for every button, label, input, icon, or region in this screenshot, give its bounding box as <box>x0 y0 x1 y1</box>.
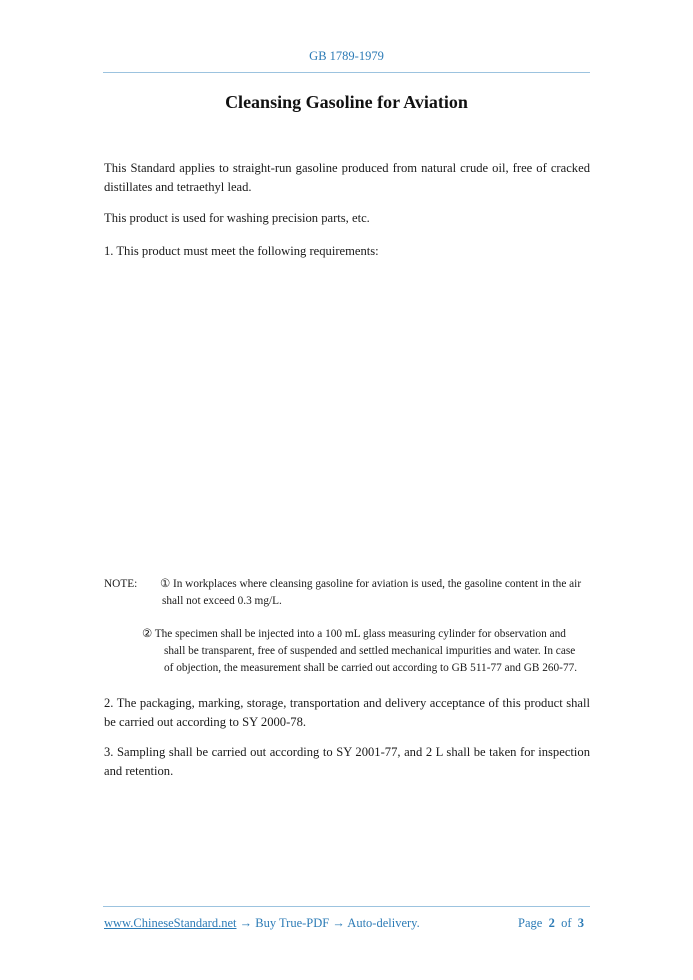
packaging-paragraph: 2. The packaging, marking, storage, transportation and delivery acceptance of this product shall be carried out according to SY 2000-78. <box>104 696 590 729</box>
page-current: 2 <box>548 916 555 930</box>
usage-paragraph: This product is used for washing precision parts, etc. <box>104 211 370 225</box>
note-label: NOTE: <box>104 578 138 590</box>
page-label: Page <box>518 916 543 930</box>
footer-promo <box>104 916 420 931</box>
note-1-line-2: shall not exceed 0.3 mg/L. <box>162 595 282 607</box>
sampling-paragraph: 3. Sampling shall be carried out according to SY 2001-77, and 2 L shall be taken for inspection and retention. <box>104 745 590 778</box>
page-number <box>518 916 584 931</box>
note-2-line-1: ② The specimen shall be injected into a 100 mL glass measuring cylinder for observation and <box>142 628 566 640</box>
page-total: 3 <box>577 916 584 930</box>
scope-paragraph: This Standard applies to straight-run gasoline produced from natural crude oil, free of cracked distillates and tetraethyl lead. <box>104 161 590 194</box>
note-2-line-2: shall be transparent, free of suspended and settled mechanical impurities and water. In case <box>164 645 576 657</box>
header-standard-code: GB 1789-1979 <box>309 49 384 63</box>
document-title: Cleansing Gasoline for Aviation <box>225 92 468 112</box>
requirements-paragraph: 1. This product must meet the following requirements: <box>104 244 379 258</box>
note-1-line-1: ① In workplaces where cleansing gasoline for aviation is used, the gasoline content in the air <box>160 578 582 590</box>
website-link[interactable]: www.ChineseStandard.net <box>104 916 237 930</box>
footer-buy-text: → Buy True-PDF → Auto-delivery. <box>236 916 420 930</box>
note-2-line-3: of objection, the measurement shall be carried out according to GB 511-77 and GB 260-77. <box>164 662 578 674</box>
header-divider <box>103 72 590 73</box>
page-of-label: of <box>561 916 572 930</box>
footer-divider <box>103 906 590 907</box>
